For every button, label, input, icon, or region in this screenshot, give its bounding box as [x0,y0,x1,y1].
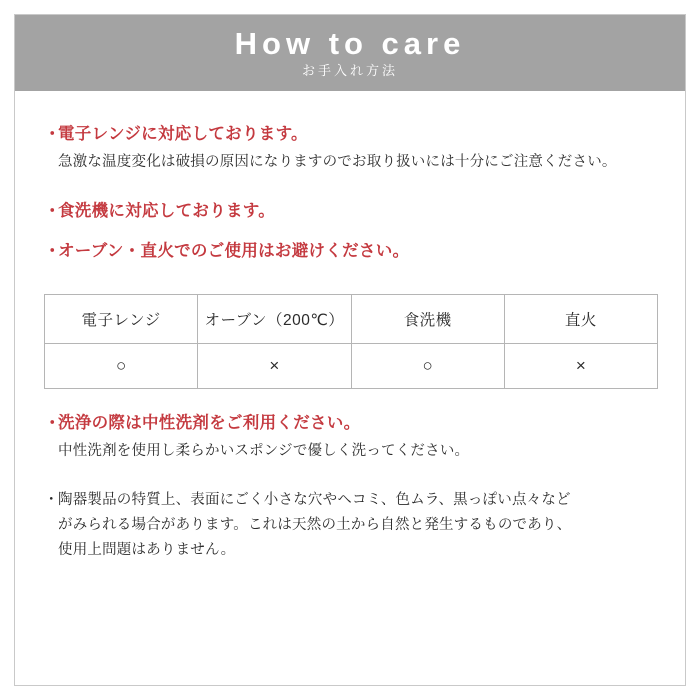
mark-circle-icon: ○ [115,356,127,376]
spacer [44,266,658,288]
page-subtitle: お手入れ方法 [301,63,398,79]
bullet-icon: ・ [44,125,61,143]
mark-cross-icon: × [575,356,586,376]
pottery-note-text-2: がみられる場合があります。これは天然の土から自然と発生するものであり、 [58,516,572,533]
compatibility-table [44,294,658,389]
mark-circle-icon: ○ [422,356,433,376]
pottery-note-line-1 [44,488,658,513]
table-cell-directfire [504,344,657,389]
section-detergent-body: 中性洗剤を使用し柔らかいスポンジで優しく洗ってください。 [58,442,470,459]
section-microwave [44,122,658,175]
pottery-note-text-1: 陶器製品の特質上、表面にごく小さな穴やヘコミ、色ムラ、黒っぽい点々など [58,491,571,508]
section-detergent-heading-text: 洗浄の際は中性洗剤をご利用ください。 [58,414,361,433]
spacer [44,393,658,411]
spacer [44,177,658,199]
section-oven-directfire-heading [44,239,658,264]
page-title: How to care [234,25,466,61]
section-detergent-heading [44,411,658,436]
table-header-directfire: 直火 [504,295,657,344]
section-microwave-heading-text: 電子レンジに対応しております。 [58,125,308,143]
section-dishwasher-heading [44,199,658,224]
table-header-microwave: 電子レンジ [45,295,198,344]
section-dishwasher-heading-text: 食洗機に対応しております。 [58,201,276,220]
table-header-dishwasher: 食洗機 [351,295,504,344]
bullet-icon: ・ [44,201,61,220]
table-header-row [45,295,658,344]
page-header [15,15,685,91]
table-row [45,344,658,389]
mark-cross-icon: × [269,356,280,376]
bullet-icon: ・ [44,414,61,433]
section-oven-directfire [44,239,658,264]
spacer [44,466,658,488]
pottery-note-text-3: 使用上問題はありません。 [58,541,236,558]
spacer [44,225,658,239]
bullet-icon: ・ [44,491,59,508]
pottery-note-line-2 [44,513,658,538]
section-microwave-heading [44,122,658,147]
content-area [44,122,658,565]
section-pottery-note [44,488,658,563]
bullet-icon: ・ [44,242,61,261]
section-microwave-body: 急激な温度変化は破損の原因になりますのでお取り扱いには十分にご注意ください。 [58,153,617,170]
section-oven-directfire-heading-text: オーブン・直火でのご使用はお避けください。 [58,242,410,261]
table-cell-oven [198,344,351,389]
table-cell-microwave [45,344,198,389]
table-cell-dishwasher [351,344,504,389]
section-dishwasher [44,199,658,224]
table-header-oven: オーブン（200℃） [198,295,351,344]
pottery-note-line-3 [44,538,658,563]
section-detergent [44,411,658,464]
